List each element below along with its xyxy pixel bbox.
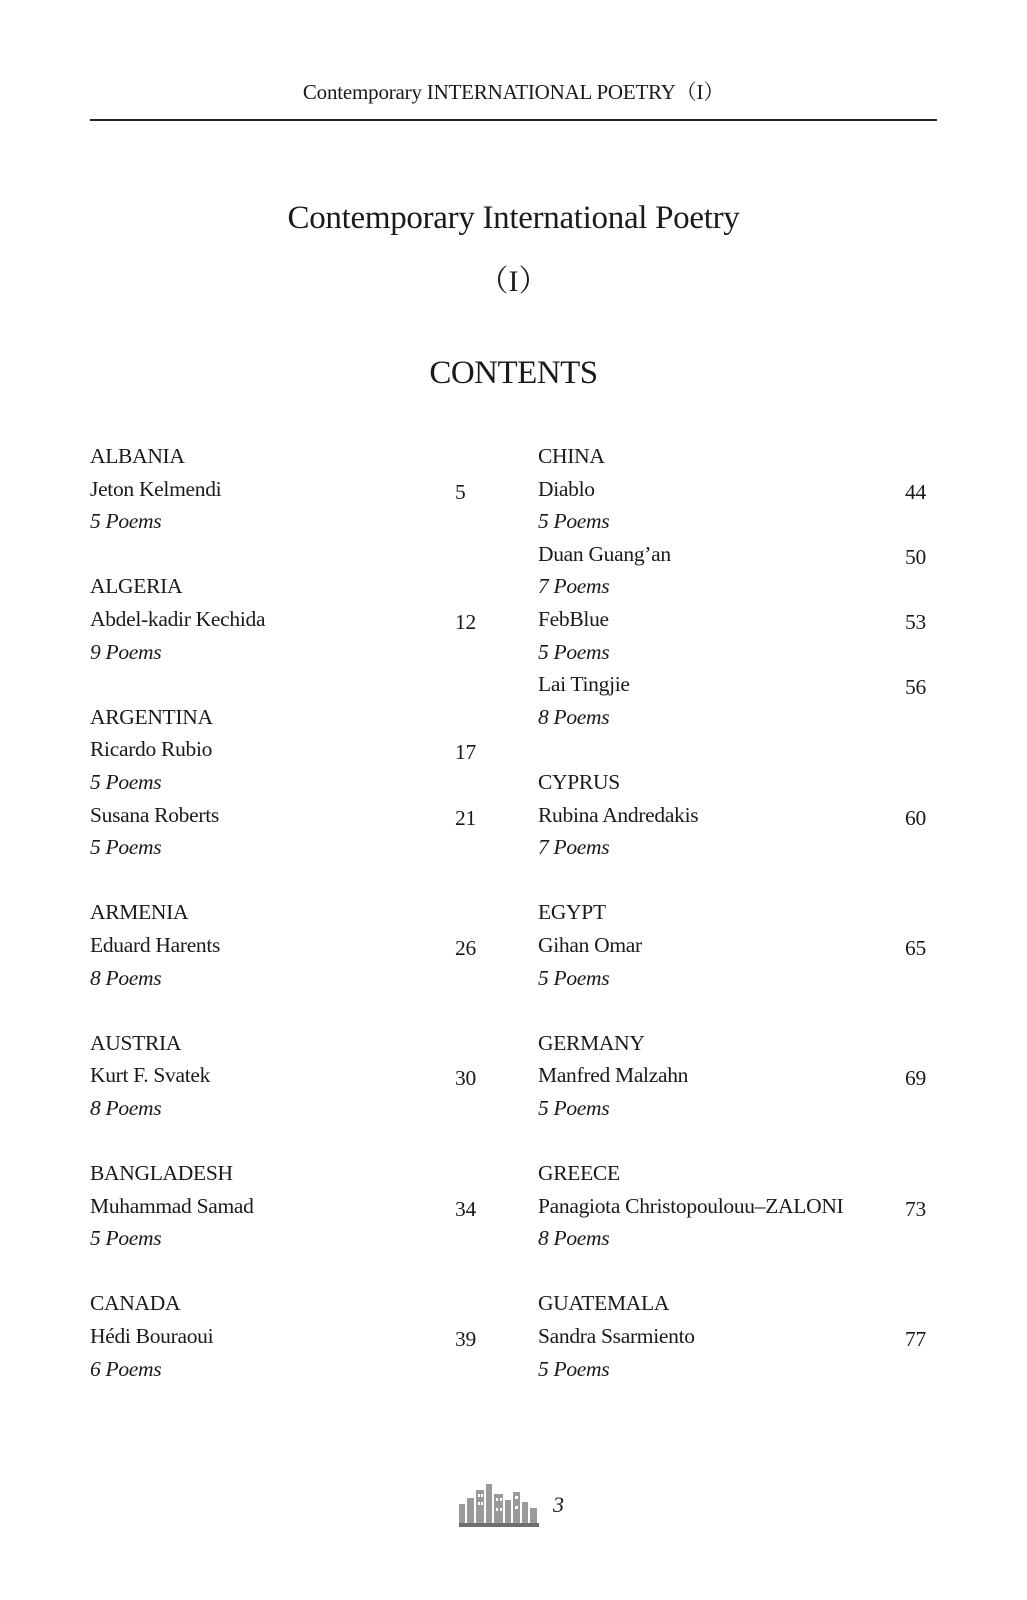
- country-heading: CHINA: [538, 444, 605, 468]
- author-name: Panagiota Christopoulouu–ZALONI: [538, 1193, 844, 1218]
- country-heading: ARMENIA: [90, 900, 189, 925]
- poem-count: 5 Poems: [538, 1356, 610, 1381]
- city-skyline-icon: [459, 1482, 539, 1528]
- poem-count: 7 Poems: [538, 835, 610, 860]
- group-gap: [90, 864, 490, 897]
- country-heading: GERMANY: [538, 1030, 645, 1055]
- poem-count: 7 Poems: [538, 574, 610, 599]
- contents-entry[interactable]: [538, 1059, 938, 1092]
- page-footer: [0, 1482, 1027, 1532]
- group-gap: [90, 1124, 490, 1157]
- country-heading: ARGENTINA: [90, 704, 213, 729]
- contents-entry[interactable]: [90, 733, 490, 766]
- group-gap: [538, 733, 938, 766]
- contents-entry[interactable]: [90, 799, 490, 832]
- contents-entry[interactable]: [538, 1190, 938, 1223]
- poem-count: 5 Poems: [90, 769, 162, 794]
- page-reference: 26: [455, 935, 476, 960]
- author-name: Muhammad Samad: [90, 1193, 254, 1218]
- page-reference: 60: [905, 805, 926, 830]
- country-heading: GREECE: [538, 1161, 620, 1186]
- page-reference: 69: [905, 1066, 926, 1091]
- contents-entry[interactable]: [538, 538, 938, 571]
- author-name: Duan Guang’an: [538, 541, 671, 566]
- country-heading: ALGERIA: [90, 574, 183, 599]
- contents-entry[interactable]: [90, 1190, 490, 1223]
- page-number: 3: [553, 1492, 564, 1517]
- group-gap: [90, 538, 490, 571]
- contents-entry[interactable]: [538, 799, 938, 832]
- poem-count: 5 Poems: [90, 509, 162, 534]
- author-name: Jeton Kelmendi: [90, 476, 222, 501]
- country-heading: GUATEMALA: [538, 1291, 670, 1316]
- author-name: Gihan Omar: [538, 932, 642, 957]
- contents-entry[interactable]: [90, 603, 490, 636]
- poem-count: 5 Poems: [538, 639, 610, 664]
- group-gap: [538, 864, 938, 897]
- page-reference: 73: [905, 1196, 926, 1221]
- contents-entry[interactable]: [538, 668, 938, 701]
- poem-count: 5 Poems: [90, 1226, 162, 1251]
- contents-entry[interactable]: [538, 929, 938, 962]
- group-gap: [538, 1255, 938, 1288]
- author-name: Manfred Malzahn: [538, 1063, 689, 1088]
- country-heading: ALBANIA: [90, 444, 185, 468]
- contents-entry[interactable]: [90, 929, 490, 962]
- page-reference: 53: [905, 609, 926, 634]
- country-heading: CYPRUS: [538, 769, 620, 794]
- poem-count: 8 Poems: [90, 965, 162, 990]
- author-name: Sandra Ssarmiento: [538, 1324, 695, 1349]
- poem-count: 5 Poems: [538, 1095, 610, 1120]
- contents-entry[interactable]: [538, 603, 938, 636]
- page-reference: 65: [905, 935, 926, 960]
- author-name: Hédi Bouraoui: [90, 1324, 214, 1349]
- author-name: Diablo: [538, 476, 595, 501]
- contents-right-column: [538, 440, 938, 1385]
- page-reference: 5: [455, 479, 466, 504]
- contents-left-column: [90, 440, 490, 1385]
- group-gap: [90, 1255, 490, 1288]
- contents-entry[interactable]: [90, 1059, 490, 1092]
- country-heading: BANGLADESH: [90, 1161, 233, 1186]
- author-name: Rubina Andredakis: [538, 802, 699, 827]
- author-name: FebBlue: [538, 606, 609, 631]
- poem-count: 8 Poems: [538, 1226, 610, 1251]
- poem-count: 8 Poems: [90, 1095, 162, 1120]
- author-name: Susana Roberts: [90, 802, 219, 827]
- contents-entry[interactable]: [538, 473, 938, 506]
- page-reference: 39: [455, 1327, 476, 1352]
- author-name: Eduard Harents: [90, 932, 221, 957]
- running-header: Contemporary INTERNATIONAL POETRY（I）: [302, 80, 725, 104]
- page-reference: 77: [905, 1327, 926, 1352]
- page-reference: 50: [905, 544, 926, 569]
- author-name: Lai Tingjie: [538, 672, 630, 697]
- country-heading: AUSTRIA: [90, 1030, 182, 1055]
- contents-entry[interactable]: [538, 1320, 938, 1353]
- contents-entry[interactable]: [90, 473, 490, 506]
- poem-count: 5 Poems: [90, 835, 162, 860]
- group-gap: [90, 994, 490, 1027]
- book-title: Contemporary International Poetry: [287, 200, 740, 236]
- group-gap: [538, 1124, 938, 1157]
- page-reference: 17: [455, 740, 476, 765]
- page-reference: 34: [455, 1196, 476, 1221]
- page-reference: 12: [455, 609, 476, 634]
- poem-count: 9 Poems: [90, 639, 162, 664]
- page-reference: 30: [455, 1066, 476, 1091]
- book-volume: （I）: [478, 265, 549, 298]
- author-name: Abdel-kadir Kechida: [90, 606, 266, 631]
- page-reference: 21: [455, 805, 476, 830]
- poem-count: 5 Poems: [538, 965, 610, 990]
- group-gap: [538, 994, 938, 1027]
- author-name: Ricardo Rubio: [90, 737, 213, 762]
- contents-heading: CONTENTS: [429, 355, 598, 391]
- country-heading: CANADA: [90, 1291, 181, 1316]
- author-name: Kurt F. Svatek: [90, 1063, 211, 1088]
- page-reference: 56: [905, 675, 926, 700]
- group-gap: [90, 668, 490, 701]
- page-reference: 44: [905, 479, 926, 504]
- poem-count: 8 Poems: [538, 704, 610, 729]
- header-rule: [90, 119, 937, 121]
- country-heading: EGYPT: [538, 900, 606, 925]
- poem-count: 6 Poems: [90, 1356, 162, 1381]
- poem-count: 5 Poems: [538, 509, 610, 534]
- contents-entry[interactable]: [90, 1320, 490, 1353]
